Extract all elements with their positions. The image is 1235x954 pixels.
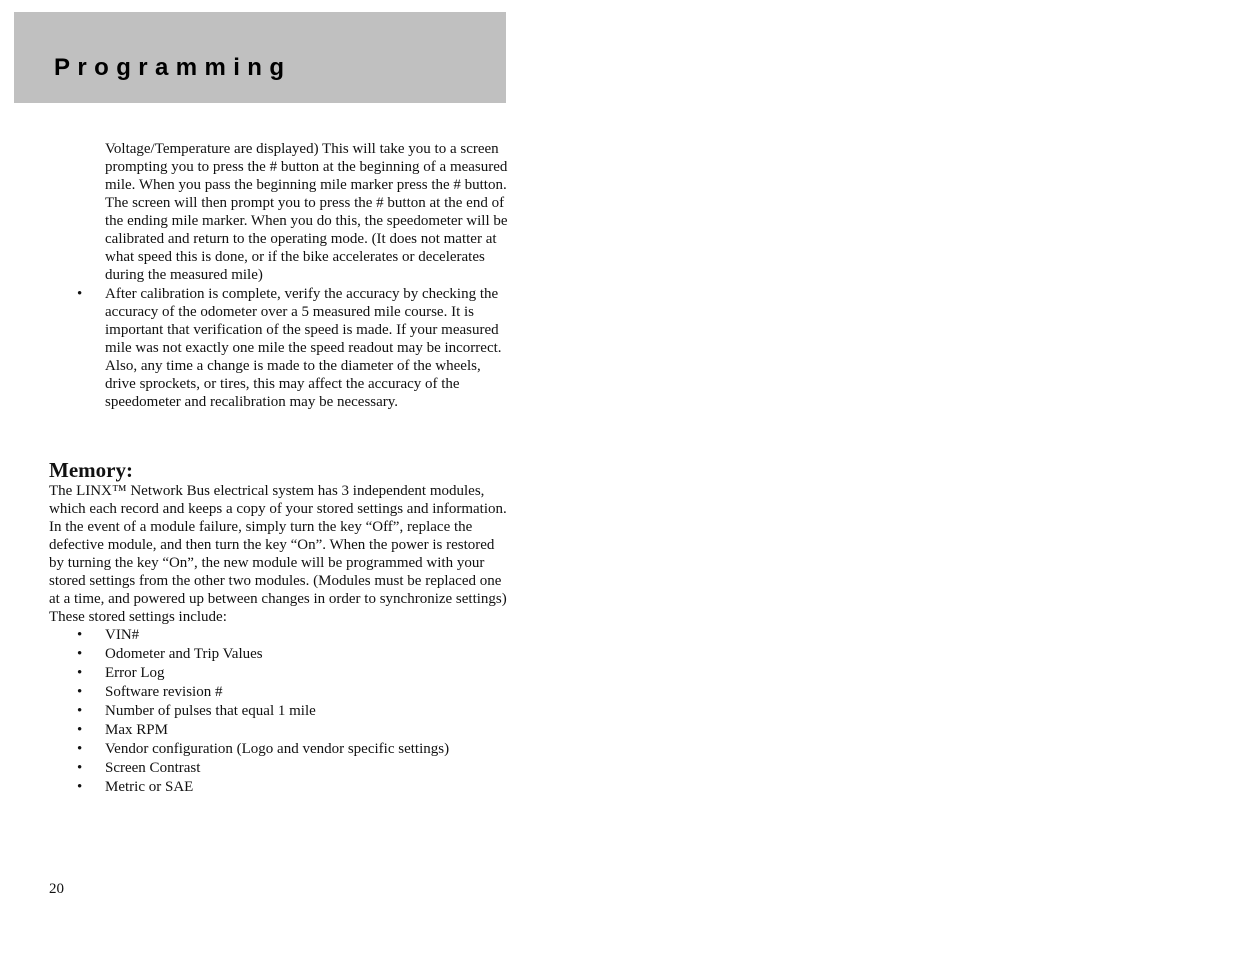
list-item (77, 759, 509, 778)
list-item (77, 778, 509, 797)
calibration-continued-paragraph: Voltage/Temperature are displayed) This will take you to a screen prompting you to press the # button at the beginning of a measured mile. When you pass the beginning mile marker press the # button. The screen will then prompt you to press the # button at the end of the ending mile marker. When you do this, the speedometer will be calibrated and return to the operating mode. (It does not matter at what speed this is done, or if the bike accelerates or decelerates during the measured mile) (105, 141, 508, 283)
list-item (77, 664, 509, 683)
calibration-verify-text: After calibration is complete, verify the accuracy by checking the accuracy of the odometer over a 5 measured mile course. It is important that verification of the speed is made. If your measured mile was not exactly one mile the speed readout may be incorrect. Also, any time a change is made to the diameter of the wheels, drive sprockets, or tires, this may affect the accuracy of the speedometer and recalibration may be necessary. (105, 286, 502, 410)
list-item (77, 702, 509, 721)
list-item-label: VIN# (105, 627, 140, 643)
bullet-point-icon: • (77, 627, 83, 643)
list-item-label: Number of pulses that equal 1 mile (105, 703, 316, 719)
memory-description-paragraph: The LINX™ Network Bus electrical system has 3 independent modules, which each record and keeps a copy of your stored settings and information. In the event of a module failure, simply turn the key “Off”, replace the defective module, and then turn the key “On”. When the power is restored by turning the key “On”, the new module will be programmed with your stored settings from the other two modules. (Modules must be replaced one at a time, and powered up between changes in order to synchronize settings) These stored settings include: (49, 483, 507, 625)
list-item (77, 740, 509, 759)
bullet-point-icon: • (77, 722, 83, 738)
page-title: Programming (54, 54, 292, 81)
list-item (77, 683, 509, 702)
memory-section-heading: Memory: (49, 458, 133, 482)
list-item-label: Vendor configuration (Logo and vendor specific settings) (105, 741, 450, 757)
list-item-label: Software revision # (105, 684, 223, 700)
list-item-label: Error Log (105, 665, 165, 681)
page-number: 20 (49, 881, 64, 897)
list-item-label: Max RPM (105, 722, 168, 738)
list-item (77, 721, 509, 740)
list-item-label: Odometer and Trip Values (105, 646, 263, 662)
bullet-point-icon: • (77, 779, 83, 795)
list-item-label: Screen Contrast (105, 760, 201, 776)
bullet-point-icon: • (77, 760, 83, 776)
stored-settings-list (77, 626, 509, 797)
list-item (77, 645, 509, 664)
page-header-band (14, 12, 506, 103)
bullet-point-icon: • (77, 684, 83, 700)
list-item (77, 626, 509, 645)
bullet-point-icon: • (77, 286, 83, 302)
bullet-point-icon: • (77, 665, 83, 681)
bullet-point-icon: • (77, 741, 83, 757)
bullet-point-icon: • (77, 646, 83, 662)
calibration-verify-bullet (77, 285, 509, 411)
bullet-point-icon: • (77, 703, 83, 719)
list-item-label: Metric or SAE (105, 779, 194, 795)
